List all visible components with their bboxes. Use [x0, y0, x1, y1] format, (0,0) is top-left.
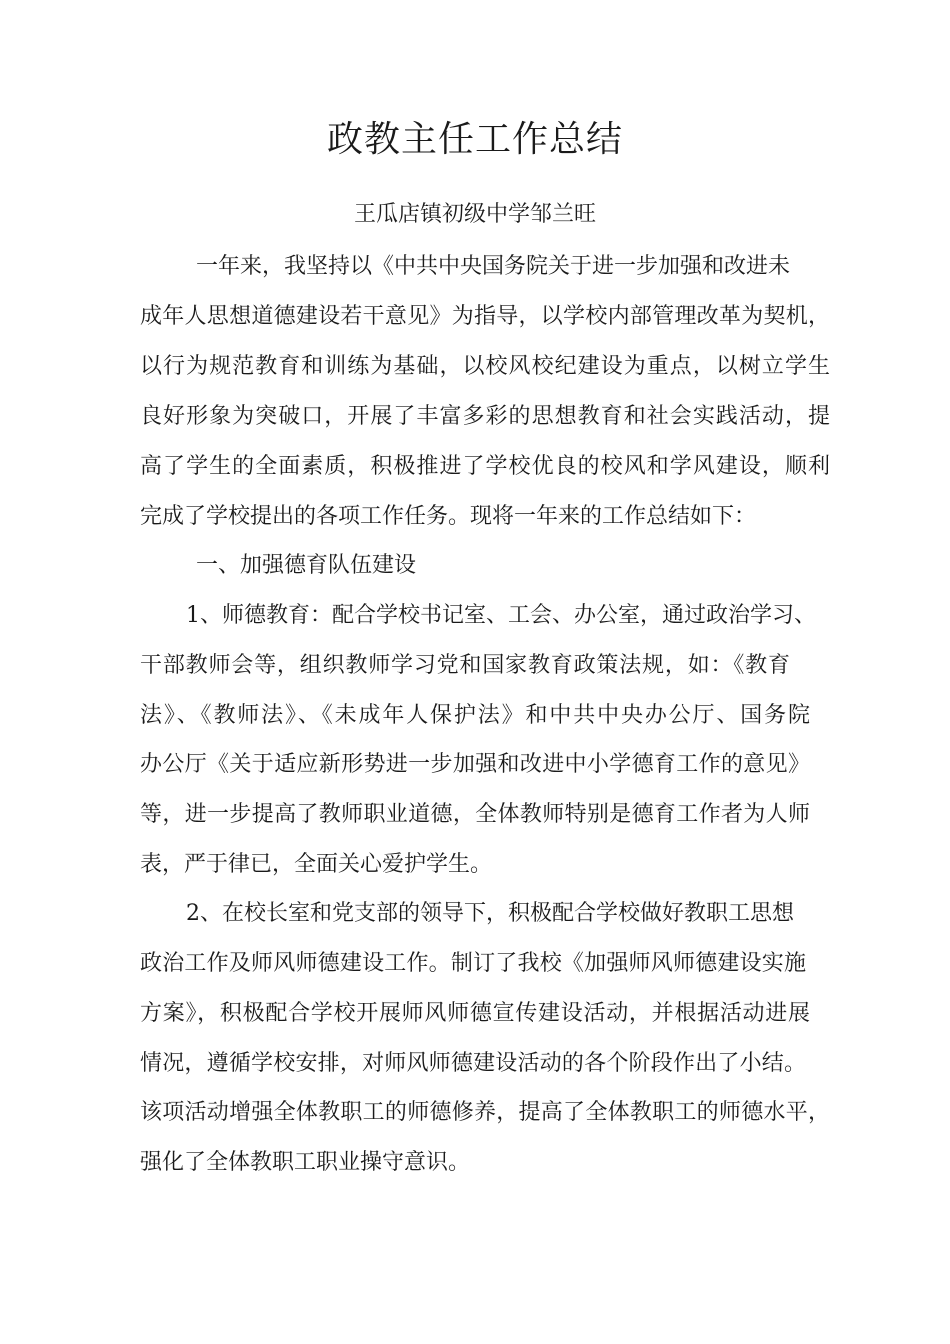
- text-line: 该项活动增强全体教职工的师德修养，提高了全体教职工的师德水平，: [140, 1100, 830, 1125]
- text-line: 政治工作及师风师德建设工作。制订了我校《加强师风师德建设实施: [140, 951, 806, 976]
- text-line: 强化了全体教职工职业操守意识。: [140, 1150, 471, 1175]
- text-line: 1、师德教育：配合学校书记室、工会、办公室，通过政治学习、: [186, 603, 816, 628]
- text-line: 情况，遵循学校安排，对师风师德建设活动的各个阶段作出了小结。: [140, 1051, 806, 1076]
- text-line: 高了学生的全面素质，积极推进了学校优良的校风和学风建设，顺利: [140, 454, 830, 479]
- text-line: 良好形象为突破口，开展了丰富多彩的思想教育和社会实践活动，提: [140, 404, 830, 429]
- document-title: 政教主任工作总结: [326, 119, 623, 160]
- text-line: 方案》，积极配合学校开展师风师德宣传建设活动，并根据活动进展: [140, 1001, 810, 1026]
- text-line: 表，严于律已，全面关心爱护学生。: [140, 852, 493, 877]
- text-line: 办公厅《关于适应新形势进一步加强和改进中小学德育工作的意见》: [140, 752, 810, 777]
- text-line: 一年来，我坚持以《中共中央国务院关于进一步加强和改进未: [196, 254, 791, 279]
- section-heading: 一、加强德育队伍建设: [196, 553, 417, 578]
- text-line: 完成了学校提出的各项工作任务。现将一年来的工作总结如下：: [140, 504, 757, 529]
- author-line: 王瓜店镇初级中学邹兰旺: [353, 202, 596, 227]
- text-line: 成年人思想道德建设若干意见》为指导，以学校内部管理改革为契机，: [140, 304, 830, 329]
- text-line: 以行为规范教育和训练为基础，以校风校纪建设为重点，以树立学生: [140, 354, 830, 379]
- text-line: 2、在校长室和党支部的领导下，积极配合学校做好教职工思想: [186, 901, 794, 926]
- text-line: 等，进一步提高了教师职业道德，全体教师特别是德育工作者为人师: [140, 802, 810, 827]
- text-line: 法》、《教师法》、《未成年人保护法》和中共中央办公厅、国务院: [140, 703, 810, 728]
- text-line: 干部教师会等，组织教师学习党和国家教育政策法规，如：《教育: [140, 653, 790, 678]
